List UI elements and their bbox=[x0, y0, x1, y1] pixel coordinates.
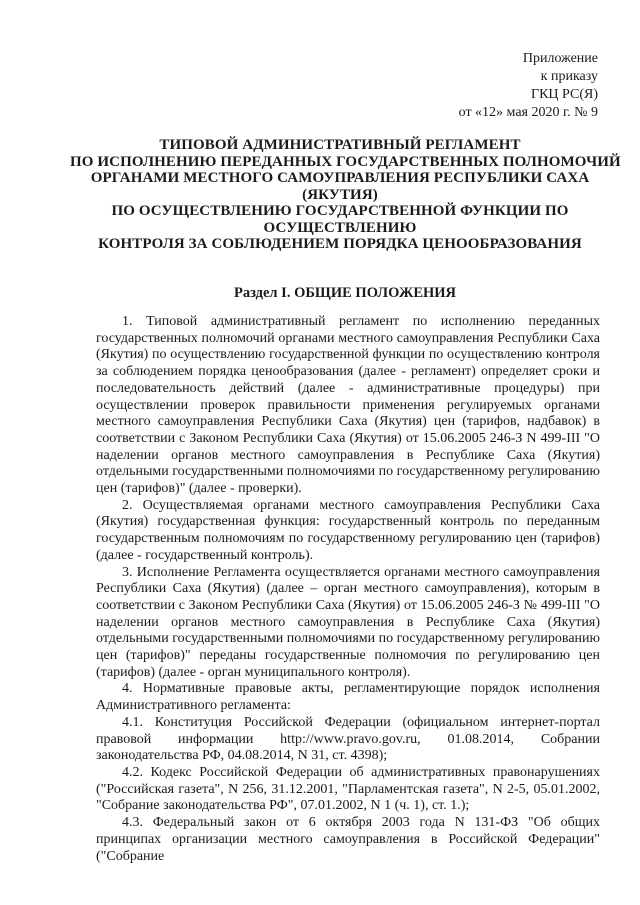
appendix-date: от «12» мая 2020 г. № 9 bbox=[458, 105, 598, 120]
paragraph-4-3: 4.3. Федеральный закон от 6 октября 2003 года N 131-ФЗ "Об общих принципах организации местного самоуправления в Российской Федерации" ("Собрание bbox=[96, 815, 600, 864]
title-line: ТИПОВОЙ АДМИНИСТРАТИВНЫЙ РЕГЛАМЕНТ bbox=[159, 137, 521, 153]
appendix-header bbox=[459, 50, 598, 122]
title-line: КОНТРОЛЯ ЗА СОБЛЮДЕНИЕМ ПОРЯДКА ЦЕНООБРАЗОВАНИЯ bbox=[98, 236, 582, 252]
paragraph-3: 3. Исполнение Регламента осуществляется органами местного самоуправления Республики Саха (Якутия) (далее – орган местного самоуправления), которым в соответствии с Законом Республики Саха (Якутия) от 15.06.2005 246-З № 499-III "О наделении органов местного самоуправления в Республике Саха (Якутия) отдельными государственными полномочиями по государственному регулированию цен (тарифов)" переданы государственные полномочия по регулированию цен (тарифов) (далее - орган муниципального контроля). bbox=[96, 564, 600, 680]
title-line: ОРГАНАМИ МЕСТНОГО САМОУПРАВЛЕНИЯ РЕСПУБЛИКИ САХА bbox=[90, 170, 590, 186]
paragraph-2: 2. Осуществляемая органами местного самоуправления Республики Саха (Якутия) государственная функция: государственный контроль по переданным государственным полномочиям по государственному регулированию цен (тарифов) (далее - государственный контроль). bbox=[96, 497, 600, 563]
title-line: ПО ОСУЩЕСТВЛЕНИЮ ГОСУДАРСТВЕННОЙ ФУНКЦИИ ПО bbox=[111, 203, 569, 219]
paragraph-4-2: 4.2. Кодекс Российской Федерации об административных правонарушениях ("Российская газета", N 256, 31.12.2001, "Парламентская газета", N 2-5, 05.01.2002, "Собрание законодательства РФ", 07.01.2002, N 1 (ч. 1), ст. 1.); bbox=[96, 764, 600, 814]
appendix-line: ГКЦ РС(Я) bbox=[531, 87, 598, 102]
title-line: (ЯКУТИЯ) bbox=[302, 186, 378, 203]
title-line: ОСУЩЕСТВЛЕНИЮ bbox=[263, 219, 417, 236]
section-heading: Раздел I. ОБЩИЕ ПОЛОЖЕНИЯ bbox=[233, 285, 457, 301]
document-body bbox=[96, 314, 600, 865]
title-line: ПО ИСПОЛНЕНИЮ ПЕРЕДАННЫХ ГОСУДАРСТВЕННЫХ ПОЛНОМОЧИЙ bbox=[70, 153, 621, 170]
paragraph-4-1: 4.1. Конституция Российской Федерации (официальном интернет-портал правовой информации http://www.pravo.gov.ru, 01.08.2014, Собрании законодательства РФ, 04.08.2014, N 31, ст. 4398); bbox=[96, 714, 600, 764]
paragraph-4: 4. Нормативные правовые акты, регламентирующие порядок исполнения Административного регламента: bbox=[96, 681, 600, 714]
appendix-line: Приложение bbox=[522, 51, 598, 66]
document-title bbox=[70, 137, 621, 253]
paragraph-1: 1. Типовой административный регламент по исполнению переданных государственных полномочий органами местного самоуправления Республики Саха (Якутия) по осуществлению государственной функции по осуществлению контроля за соблюдением порядка ценообразования (далее - регламент) определяет сроки и последовательность действий (далее - административные процедуры) при осуществлении проверок правильности применения регулируемых органами местного самоуправления Республики Саха (Якутия) цен (тарифов, надбавок) в соответствии с Законом Республики Саха (Якутия) от 15.06.2005 246-З N 499-III "О наделении органов местного самоуправления в Республике Саха (Якутия) отдельными государственными полномочиями по государственному регулированию цен (тарифов)" (далее - проверки). bbox=[96, 314, 600, 497]
appendix-line: к приказу bbox=[540, 69, 598, 84]
